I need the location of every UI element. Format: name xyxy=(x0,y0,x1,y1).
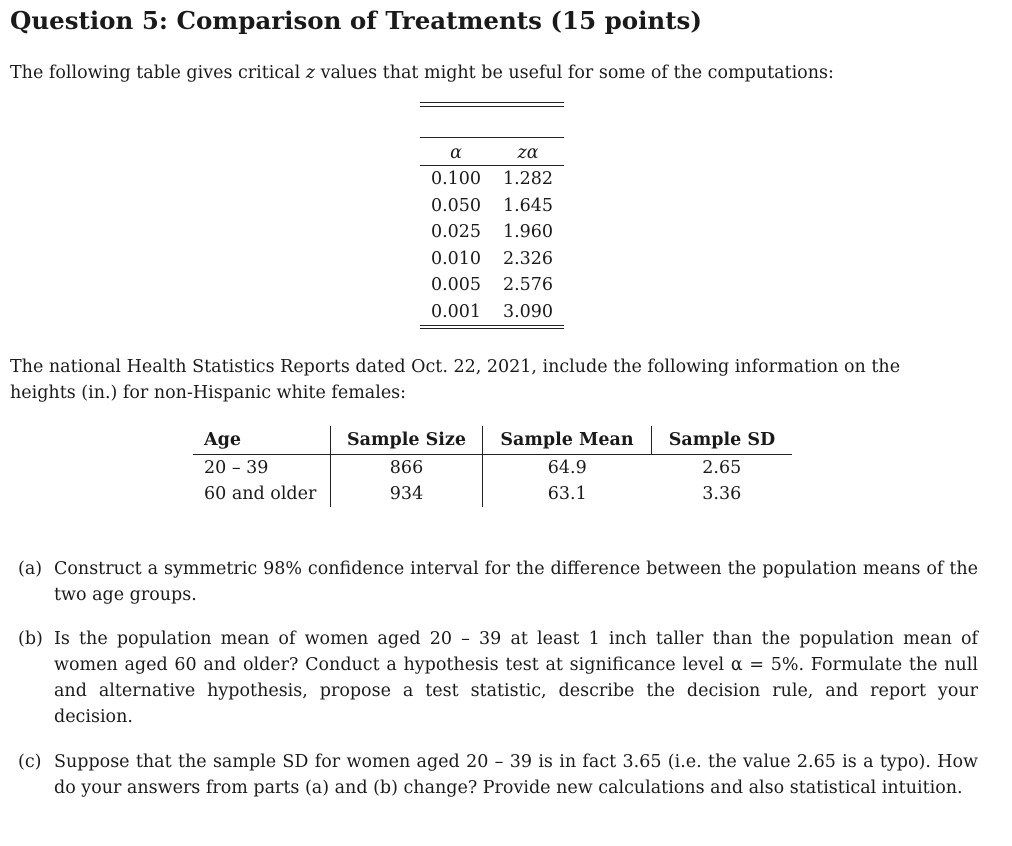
part-c-text: Suppose that the sample SD for women aged 20 – 39 is in fact 3.65 (i.e. the value 2.65 is a typo). How do your answers from parts (a) and (b) change? Provide new calculations and also statistical intuition. xyxy=(54,752,978,798)
table-header-row xyxy=(193,426,792,455)
part-b-text: Is the population mean of women aged 20 – 39 at least 1 inch taller than the population mean of women aged 60 and older? Conduct a hypothesis test at significance level α = 5%. Formulate the null and alternative hypothesis, propose a test statistic, describe the decision rule, and report your decision. xyxy=(54,629,978,727)
sample-size-cell: 934 xyxy=(331,481,483,507)
part-b xyxy=(18,626,978,730)
table-row xyxy=(420,219,564,246)
context-line-1: The national Health Statistics Reports dated Oct. 22, 2021, include the following information on the xyxy=(10,357,901,377)
table-row xyxy=(193,455,792,482)
sample-mean-cell: 63.1 xyxy=(483,481,652,507)
sample-mean-cell: 64.9 xyxy=(483,455,652,482)
table-row xyxy=(420,246,564,273)
table-row xyxy=(420,193,564,220)
sample-sd-header: Sample SD xyxy=(652,426,793,455)
height-stats-table xyxy=(193,426,792,507)
alpha-cell: 0.001 xyxy=(430,301,482,322)
part-b-label: (b) xyxy=(18,629,43,649)
z-cell: 3.090 xyxy=(502,301,554,322)
alpha-cell: 0.025 xyxy=(430,222,482,243)
alpha-cell: 0.005 xyxy=(430,275,482,296)
z-table-header xyxy=(420,138,564,166)
z-cell: 1.960 xyxy=(502,222,554,243)
z-variable: z xyxy=(305,63,316,83)
table-row xyxy=(420,272,564,299)
table-row xyxy=(420,166,564,193)
z-cell: 1.282 xyxy=(502,169,554,190)
part-a xyxy=(18,556,978,608)
sample-mean-header: Sample Mean xyxy=(483,426,652,455)
part-a-text: Construct a symmetric 98% confidence interval for the difference between the population means of the two age groups. xyxy=(54,559,978,605)
part-a-label: (a) xyxy=(18,559,43,579)
sample-sd-cell: 3.36 xyxy=(702,484,742,504)
question-title: Question 5: Comparison of Treatments (15 points) xyxy=(10,6,702,35)
age-header: Age xyxy=(193,426,331,455)
critical-z-table xyxy=(420,102,564,329)
z-cell: 1.645 xyxy=(502,195,554,216)
z-cell: 2.326 xyxy=(502,248,554,269)
part-c xyxy=(18,749,978,801)
table-row xyxy=(420,299,564,326)
z-alpha-header: zα xyxy=(517,143,539,163)
alpha-cell: 0.010 xyxy=(430,248,482,269)
part-c-label: (c) xyxy=(18,752,42,772)
sample-sd-cell: 2.65 xyxy=(702,458,742,478)
z-cell: 2.576 xyxy=(502,275,554,296)
alpha-cell: 0.100 xyxy=(430,169,482,190)
intro-text xyxy=(10,60,834,86)
sample-size-header: Sample Size xyxy=(331,426,483,455)
intro-text-after: values that might be useful for some of the computations: xyxy=(315,63,834,83)
sample-size-cell: 866 xyxy=(331,455,483,482)
table-bottom-double-rule xyxy=(420,325,564,329)
table-row xyxy=(193,481,792,507)
context-line-2: heights (in.) for non-Hispanic white females: xyxy=(10,383,407,403)
intro-text-before: The following table gives critical xyxy=(10,63,306,83)
age-cell: 20 – 39 xyxy=(204,458,269,478)
alpha-header: α xyxy=(450,143,462,163)
age-cell: 60 and older xyxy=(204,484,317,504)
alpha-cell: 0.050 xyxy=(430,195,482,216)
